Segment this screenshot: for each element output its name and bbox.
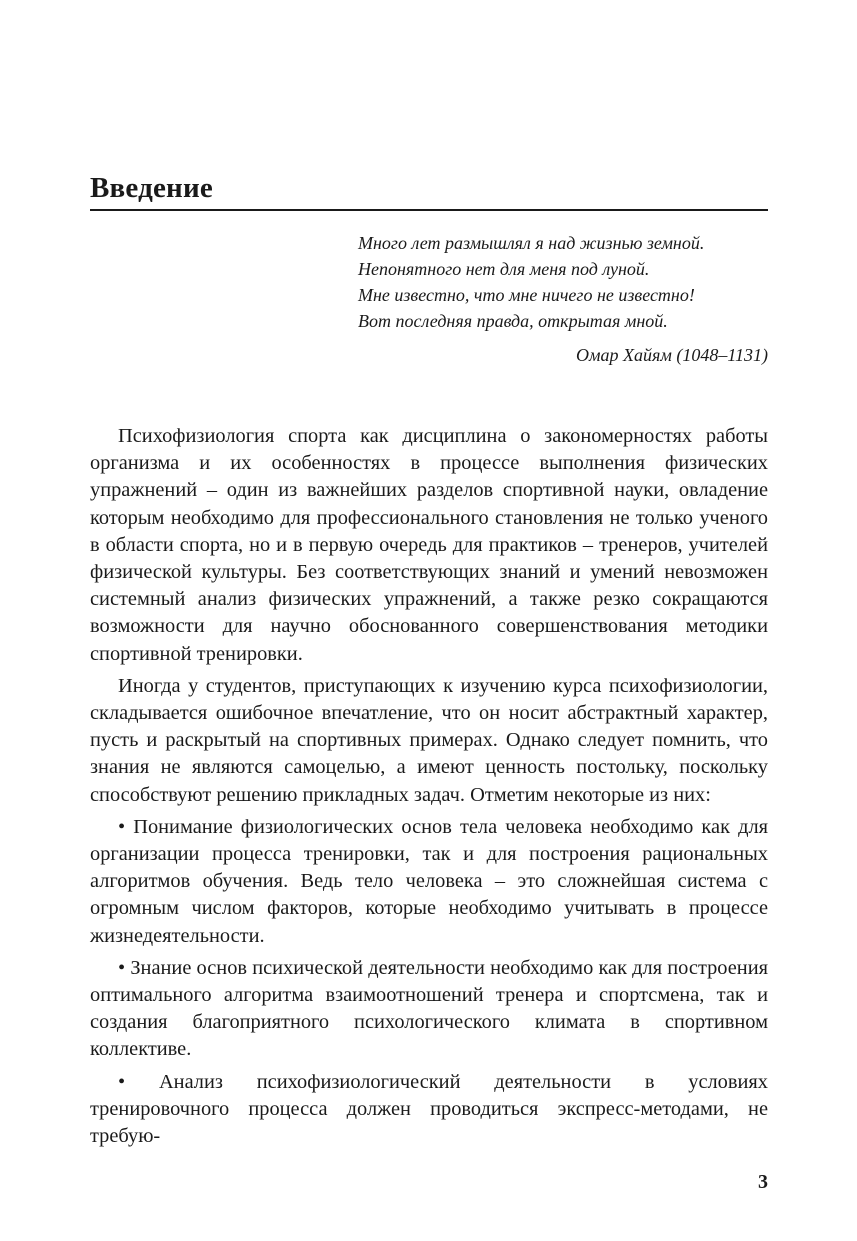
chapter-heading: Введение — [90, 172, 213, 204]
epigraph-line: Много лет размышлял я над жизнью земной. — [358, 233, 705, 253]
epigraph-author: Омар Хайям (1048–1131) — [576, 345, 768, 365]
bullet-paragraph: • Знание основ психической деятельности необходимо как для построения оптимального алгоритма взаимоотношений тренера и спортсмена, так и создания благоприятного психологического климата в спортивном коллективе. — [90, 956, 768, 1061]
epigraph-line: Мне известно, что мне ничего не известно! — [358, 285, 695, 305]
bullet-paragraph: • Анализ психофизиологический деятельности в условиях тренировочного процесса должен проводиться экспресс-методами, не требую- — [90, 1070, 768, 1148]
epigraph — [358, 230, 770, 368]
heading-underline — [90, 209, 768, 211]
epigraph-line: Вот последняя правда, открытая мной. — [358, 311, 668, 331]
paragraph: Психофизиология спорта как дисциплина о закономерностях работы организма и их особенностях в процессе выполнения физических упражнений – один из важнейших разделов спортивной науки, овладение которым необходимо для профессионального становления не только ученого в области спорта, но и в первую очередь для практиков – тренеров, учителей физической культуры. Без соответствующих знаний и умений невозможен системный анализ физических упражнений, а также резко сокращаются возможности для научно обоснованного совершенствования методики спортивной тренировки. — [90, 425, 768, 665]
page-number: 3 — [758, 1171, 768, 1193]
epigraph-line: Непонятного нет для меня под луной. — [358, 259, 650, 279]
paragraph: Иногда у студентов, приступающих к изучению курса психофизиологии, складывается ошибочное впечатление, что он носит абстрактный характер, пусть и раскрытый на спортивных примерах. Однако следует помнить, что знания не являются самоцелью, а имеют ценность постольку, поскольку способствуют решению прикладных задач. Отметим некоторые из них: — [90, 674, 768, 806]
bullet-paragraph: • Понимание физиологических основ тела человека необходимо как для организации процесса тренировки, так и для построения рациональных алгоритмов обучения. Ведь тело человека – это сложнейшая система с огромным числом факторов, которые необходимо учитывать в процессе жизнедеятельности. — [90, 815, 768, 947]
body-text — [90, 423, 768, 1150]
